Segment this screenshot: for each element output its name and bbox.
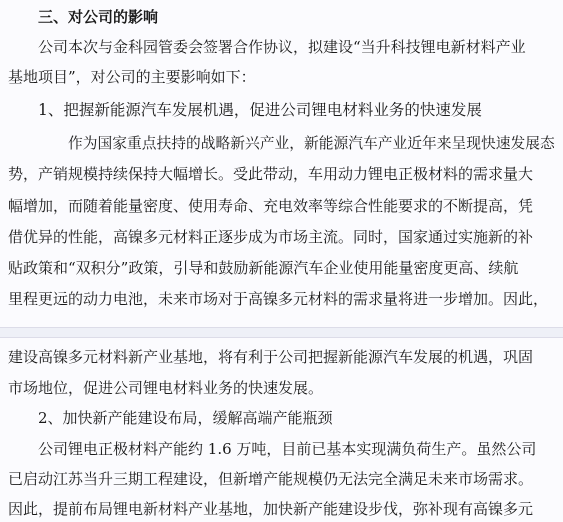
subsection-heading: 2、加快新产能建设布局，缓解高端产能瓶颈 [38,409,333,427]
paragraph-line: 已启动江苏当升三期工程建设，但新增产能规模仍无法完全满足未来市场需求。 [8,470,534,488]
paragraph-line: 贴政策和“双积分”政策，引导和鼓励新能源汽车企业使用能量密度更高、续航 [8,259,519,277]
paragraph-line: 势，产销规模持续保持大幅增长。受此带动，车用动力锂电正极材料的需求量大 [8,165,534,183]
paragraph-line: 里程更远的动力电池，未来市场对于高镍多元材料的需求量将进一步增加。因此， [8,290,549,308]
document-page-bottom [0,337,563,522]
section-heading: 三、对公司的影响 [38,8,159,26]
paragraph-line: 作为国家重点扶持的战略新兴产业，新能源汽车产业近年来呈现快速发展态 [68,135,555,152]
subsection-heading: 1、把握新能源汽车发展机遇，促进公司锂电材料业务的快速发展 [38,101,482,119]
paragraph-line: 幅增加，而随着能量密度、使用寿命、充电效率等综合性能要求的不断提高，凭 [8,197,534,215]
paragraph-line: 公司本次与金科园管委会签署合作协议，拟建设“当升科技锂电新材料产业 [38,38,526,56]
paragraph-line: 借优异的性能，高镍多元材料正逐步成为市场主流。同时，国家通过实施新的补 [8,228,534,246]
paragraph-line: 建设高镍多元材料新产业基地，将有利于公司把握新能源汽车发展的机遇，巩固 [8,348,534,366]
paragraph-line: 公司锂电正极材料产能约 1.6 万吨，目前已基本实现满负荷生产。虽然公司 [38,440,537,458]
page-separator [0,328,563,337]
paragraph-line: 基地项目”，对公司的主要影响如下： [8,68,256,86]
paragraph-line: 因此，提前布局锂电新材料产业基地，加快新产能建设步伐，弥补现有高镍多元 [8,500,534,518]
paragraph-line: 市场地位，促进公司锂电材料业务的快速发展。 [8,379,324,397]
